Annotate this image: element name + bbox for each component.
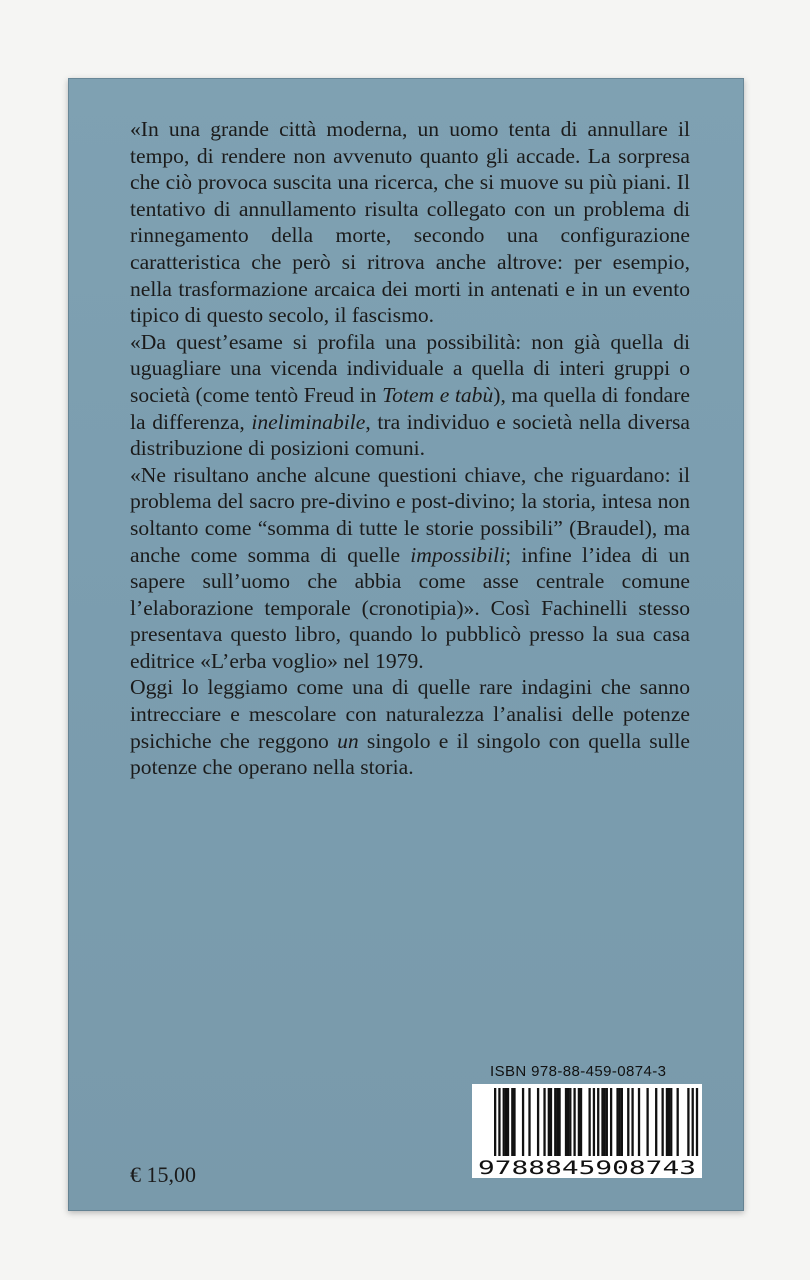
barcode-bar: [638, 1088, 640, 1156]
book-back-cover: [68, 78, 744, 1211]
blurb-p1-text: «In una grande città moderna, un uomo tenta di annullare il tempo, di rendere non avvenuto quanto gli accade. La sorpresa che ciò provoca suscita una ricerca, che si muove su più piani. Il tentativo di annullamento risulta collegato con un problema di rinnegamento della morte, secondo una configurazione caratteristica che però si ritrova anche altrove: per esempio, nella trasformazione arcaica dei morti in antenati e in un evento tipico di questo secolo, il fascismo.: [130, 117, 690, 328]
barcode-bar: [610, 1088, 612, 1156]
barcode-bar: [593, 1088, 595, 1166]
blurb-p4-text-b: singolo e il singolo con quella sulle potenze che operano nella storia.: [130, 728, 691, 780]
barcode-bar: [507, 1088, 509, 1156]
barcode-digits-graphic: [472, 1156, 702, 1178]
barcode-bar: [558, 1088, 560, 1156]
blurb-p3-text-a: «Ne risultano anche alcune questioni chiave, che riguardano: il problema del sacro pre-divino e post-divino; la storia, intesa non soltanto come “somma di tutte le storie possibili” (Braudel), ma anche come somma di quelle: [130, 462, 690, 567]
barcode-bar: [621, 1088, 623, 1156]
blurb-p4-emphasis: un: [337, 728, 359, 753]
blurb-p2-emphasis: ineliminabile: [251, 409, 366, 434]
barcode-bar: [537, 1088, 539, 1156]
barcode-bar: [578, 1088, 580, 1156]
blurb-p2-text-a: «Da quest’esame si profila una possibilità: non già quella di uguagliare una vicenda individuale a quella di interi gruppi o società (come tentò Freud in: [130, 329, 690, 407]
barcode-bar: [616, 1088, 618, 1156]
barcode-bar: [597, 1088, 599, 1166]
blurb-p2-text-b: ), ma quella di fondare la differenza,: [130, 382, 691, 434]
barcode-bar: [588, 1088, 590, 1156]
barcode-bar: [619, 1088, 621, 1156]
barcode-bar: [511, 1088, 513, 1156]
barcode-bar: [567, 1088, 569, 1156]
blurb-p3-emphasis: impossibili: [410, 542, 506, 567]
barcode-bar: [494, 1088, 496, 1166]
barcode-bar: [503, 1088, 505, 1156]
blurb-p2-title-italic: Totem e tabù: [382, 382, 494, 407]
barcode-bar: [573, 1088, 575, 1156]
barcode-bar: [565, 1088, 567, 1156]
barcode-bar: [569, 1088, 571, 1156]
barcode-bar: [528, 1088, 530, 1156]
blurb-p4-text-a: Oggi lo leggiamo come una di quelle rare indagini che sanno intrecciare e mescolare con naturalezza l’analisi delle potenze psichiche che reggono: [130, 675, 690, 753]
barcode-bar: [696, 1088, 698, 1166]
barcode-bar: [661, 1088, 663, 1156]
barcode-bar: [522, 1088, 524, 1156]
blurb-p2-text-c: , tra individuo e società nella diversa distribuzione di posizioni comuni.: [130, 409, 690, 461]
barcode-bar: [604, 1088, 606, 1156]
barcode-bar: [606, 1088, 608, 1156]
blurb-paragraph-1: [130, 116, 690, 329]
barcode-bar: [554, 1088, 556, 1156]
barcode-bar: [505, 1088, 507, 1156]
barcode-bar: [580, 1088, 582, 1156]
barcode-bar: [601, 1088, 603, 1156]
barcode-bar: [666, 1088, 668, 1156]
isbn-label: ISBN 978-88-459-0874-3: [490, 1063, 667, 1080]
blurb-paragraph-3: [130, 462, 690, 675]
barcode-bar: [550, 1088, 552, 1156]
barcode-bar: [548, 1088, 550, 1156]
barcode-bar: [670, 1088, 672, 1156]
barcode-bar: [668, 1088, 670, 1156]
barcode-bar: [692, 1088, 694, 1166]
barcode-bar: [513, 1088, 515, 1156]
blurb-text: [130, 116, 690, 781]
barcode-bar: [627, 1088, 629, 1156]
blurb-p3-text-b: ; infine l’idea di un sapere sull’uomo che abbia come asse centrale comune l’elaborazione temporale (cronotipia)». Così Fachinelli stesso presentava questo libro, quando lo pubblicò presso la sua casa editrice «L’erba voglio» nel 1979.: [130, 542, 690, 673]
blurb-paragraph-4: [130, 674, 690, 780]
barcode-bar: [655, 1088, 657, 1156]
barcode-bar: [498, 1088, 500, 1166]
blurb-paragraph-2: [130, 329, 690, 462]
barcode-bar: [687, 1088, 689, 1156]
barcode-digits-text: 9788845908743: [478, 1157, 696, 1178]
barcode-bar: [556, 1088, 558, 1156]
barcode-bar: [677, 1088, 679, 1156]
barcode-bar: [543, 1088, 545, 1156]
barcode-bar: [646, 1088, 648, 1156]
barcode-digits: [472, 1156, 702, 1178]
price: € 15,00: [130, 1162, 196, 1187]
barcode-bar: [631, 1088, 633, 1156]
